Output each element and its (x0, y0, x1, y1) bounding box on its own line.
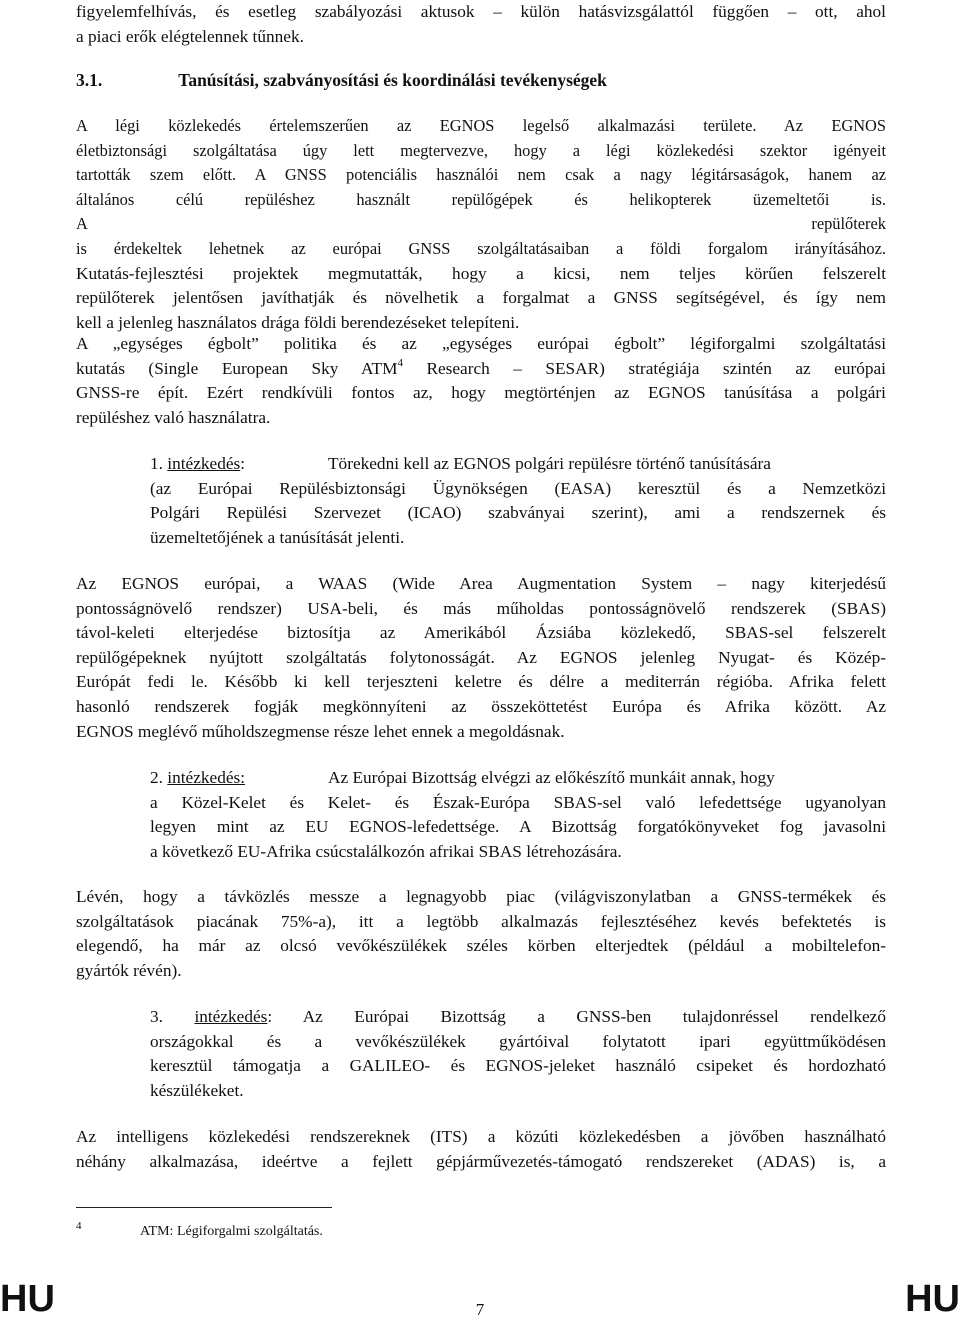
paragraph-single-sky (76, 332, 886, 430)
paragraph-intro (76, 0, 886, 49)
text-line: általános célú repüléshez használt repülőgépek és helikopterek üzemeltetői is. (76, 189, 886, 209)
text-line: kell a jelenleg használatos drága földi berendezéseket telepíteni. (76, 312, 520, 332)
text-line: életbiztonsági szolgáltatása úgy lett megtervezve, hogy a légi közlekedési szektor igényeit (76, 140, 886, 160)
text-line: kutatás (Single European Sky ATM$^4$ Research – SESAR) stratégiája szintén az európai (76, 356, 886, 378)
section-heading (76, 68, 607, 92)
text-line: A „egységes égbolt” politika és az „egységes európai égbolt” légiforgalmi szolgáltatási (76, 334, 886, 353)
paragraph-egnos-waas (76, 572, 886, 744)
language-code-left: HU (0, 1278, 55, 1320)
text-line: országokkal és a vevőkészülékek gyártóival folytatott ipari együttműködésen (150, 1031, 886, 1051)
text-line: Lévén, hogy a távközlés messze a legnagyobb piac (világviszonylatban a GNSS-termékek és (76, 887, 886, 906)
text-line: A repülőterek (76, 214, 886, 234)
text-line: (az Európai Repülésbiztonsági Ügynökségen (EASA) keresztül és a Nemzetközi (150, 478, 886, 498)
text-line: figyelemfelhívás, és esetleg szabályozási aktusok – külön hatásvizsgálattól függően – ott, ahol (76, 2, 886, 21)
measure-1 (150, 452, 886, 550)
text-line: Az EGNOS európai, a WAAS (Wide Area Augmentation System – nagy kiterjedésű (76, 574, 886, 593)
text-line: repülőgépeknek nyújtott szolgáltatás folytonosságát. Az EGNOS jelenleg Nyugat- és Közép- (76, 647, 886, 667)
measure-3 (150, 1005, 886, 1103)
text-line: a következő EU-Afrika csúcstalálkozón afrikai SBAS létrehozására. (150, 841, 622, 861)
text-line: legyen mint az EU EGNOS-lefedettsége. A Bizottság forgatókönyveket fog javasolni (150, 817, 886, 837)
paragraph-its (76, 1125, 886, 1174)
text-line: pontosságnövelő rendszer) USA-beli, és más műholdas pontosságnövelő rendszerek (SBAS) (76, 598, 886, 618)
text-line: készülékeket. (150, 1080, 244, 1100)
text-line: 2. intézkedés: Az Európai Bizottság elvégzi az előkészítő munkáit annak, hogy (150, 768, 775, 787)
page-number: 7 (475, 1300, 485, 1319)
text-line: Európát fedi le. Később ki kell terjeszteni keletre és délre a mediterrán régióba. Afrika felett (76, 672, 886, 692)
text-line: elegendő, ha már az olcsó vevőkészülékek széles körben elterjedtek (például a mobiltelefon- (76, 936, 886, 956)
paragraph-aviation (76, 114, 886, 335)
text-line: 1. intézkedés: Törekedni kell az EGNOS polgári repülésre történő tanúsítására (150, 454, 771, 473)
footnote-number: 4 (76, 1220, 82, 1232)
text-line: 3. intézkedés: Az Európai Bizottság a GNSS-ben tulajdonréssel rendelkező (150, 1007, 886, 1026)
footnote-text: ATM: Légiforgalmi szolgáltatás. (140, 1224, 323, 1239)
text-line: néhány alkalmazása, ideértve a fejlett gépjárművezetés-támogató rendszereket (ADAS) is, a (76, 1151, 886, 1171)
text-line: is érdekeltek lehetnek az európai GNSS szolgáltatásaiban a földi forgalom irányításához. (76, 238, 886, 258)
text-line: távol-keleti elterjedése biztosítja az Amerikából Ázsiába közlekedő, SBAS-sel felszerelt (76, 623, 886, 643)
text-line: keresztül támogatja a GALILEO- és EGNOS-jeleket használó csipeket és hordozható (150, 1056, 886, 1076)
text-line: A légi közlekedés értelemszerűen az EGNOS legelső alkalmazási területe. Az EGNOS (76, 116, 886, 135)
text-line: tartották szem előtt. A GNSS potenciális használói nem csak a nagy légitársaságok, hanem az (76, 165, 887, 185)
measure-2 (150, 766, 886, 864)
paragraph-telecom (76, 885, 886, 983)
text-line: üzemeltetőjének a tanúsítását jelenti. (150, 527, 405, 547)
footnote-ref[interactable]: 4 (397, 356, 403, 369)
text-line: a Közel-Kelet és Kelet- és Észak-Európa SBAS-sel való lefedettsége ugyanolyan (150, 792, 886, 812)
text-line: repüléshez való használatra. (76, 407, 271, 427)
text-line: gyártók révén). (76, 960, 182, 980)
footnote-divider (76, 1207, 332, 1208)
text-line: hasonló rendszerek fogják megkönnyíteni az összeköttetést Európa és Afrika között. Az (76, 696, 886, 716)
text-line: repülőterek jelentősen javíthatják és növelhetik a forgalmat a GNSS segítségével, és így nem (76, 288, 886, 308)
footnote (76, 1220, 576, 1240)
section-title: Tanúsítási, szabványosítási és koordinálási tevékenységek (178, 70, 607, 90)
text-line: a piaci erők elégtelennek tűnnek. (76, 26, 304, 46)
section-number: 3.1. (76, 70, 103, 90)
text-line: EGNOS meglévő műholdszegmense része lehet ennek a megoldásnak. (76, 721, 565, 741)
text-line: Az intelligens közlekedési rendszereknek (ITS) a közúti közlekedésben a jövőben használható (76, 1127, 886, 1146)
text-line: szolgáltatások piacának 75%-a), itt a legtöbb alkalmazás fejlesztéséhez kevés befektetés is (76, 911, 886, 931)
text-line: Polgári Repülési Szervezet (ICAO) szabványai szerint), ami a rendszernek és (150, 503, 886, 523)
text-line: GNSS-re épít. Ezért rendkívüli fontos az, hogy megtörténjen az EGNOS tanúsítása a polgári (76, 383, 886, 403)
text-line: Kutatás-fejlesztési projektek megmutatták, hogy a kicsi, nem teljes körűen felszerelt (76, 263, 886, 283)
language-code-right: HU (905, 1278, 960, 1320)
